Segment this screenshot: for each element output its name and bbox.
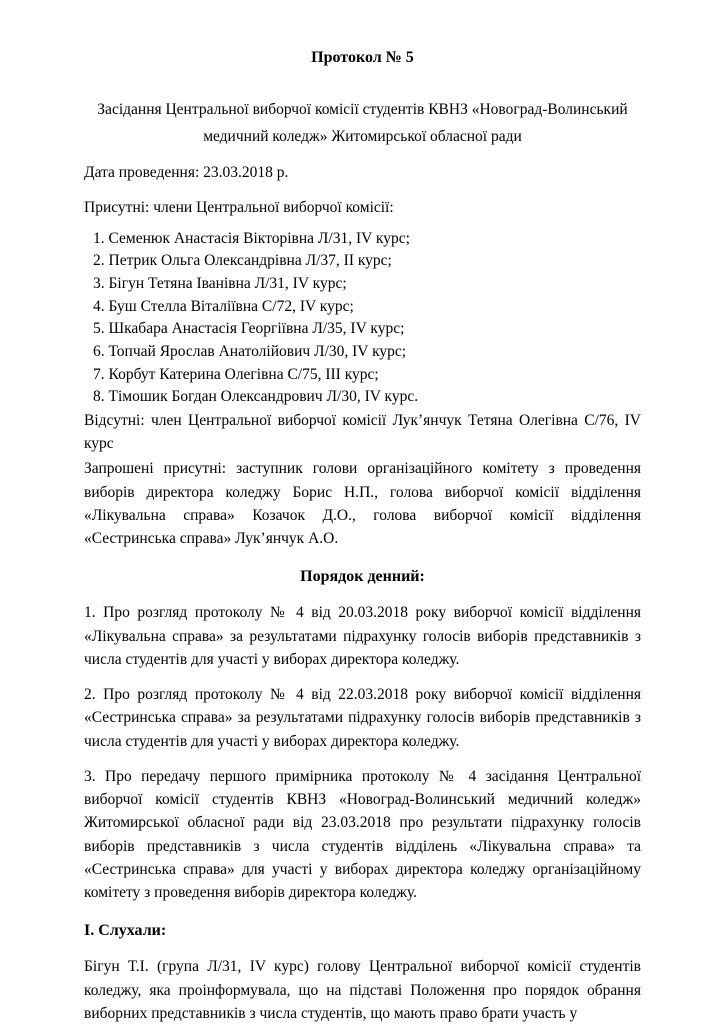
member-item: 6. Топчай Ярослав Анатолійович Л/30, IV курс;	[93, 342, 407, 360]
agenda-item: 1. Про розгляд протоколу № 4 від 20.03.2018 року виборчої комісії відділення «Лікувальна справа» за результатами підрахунку голосів виборів представників з числа студентів для участі у виборах директора коледжу.	[84, 604, 641, 668]
absent-paragraph: Відсутні: член Центральної виборчої комісії Лук’янчук Тетяна Олегівна С/76, IV курс	[84, 411, 641, 453]
date-line: Дата проведення: 23.03.2018 р.	[84, 164, 289, 182]
section-body-slukhaly: Бігун Т.І. (група Л/31, IV курс) голову Центральної виборчої комісії студентів коледжу, яка проінформувала, що на підставі Положення про порядок обрання виборних представників з числа студентів, що мають право брати участь у	[84, 958, 641, 1022]
member-item: 4. Буш Стелла Віталіївна С/72, IV курс;	[93, 297, 354, 315]
document-subtitle: Засідання Центральної виборчої комісії студентів КВНЗ «Новоград-Волинський медичний коледж» Житомирської обласної ради	[97, 101, 628, 145]
agenda-item: 3. Про передачу першого примірника протоколу № 4 засідання Центральної виборчої комісії студентів КВНЗ «Новоград-Волинський медичний коледж» Житомирської обласної ради від 23.03.2018 про результати підрахунку голосів виборів представників з числа студентів відділень «Лікувальна справа» та «Сестринська справа» для участі у виборах директора коледжу організаційному комітету з проведення виборів директора коледжу.	[84, 767, 641, 902]
document-title: Протокол № 5	[311, 49, 414, 66]
invited-paragraph: Запрошені присутні: заступник голови організаційного комітету з проведення виборів директора коледжу Борис Н.П., голова виборчої комісії відділення «Лікувальна справа» Козачок Д.О., голова виборчої комісії відділення «Сестринська справа» Лук’янчук А.О.	[84, 460, 641, 548]
present-heading: Присутні: члени Центральної виборчої комісії:	[84, 198, 394, 216]
member-item: 7. Корбут Катерина Олегівна С/75, III курс;	[93, 365, 379, 383]
member-item: 2. Петрик Ольга Олександрівна Л/37, II курс;	[93, 252, 392, 270]
agenda-heading: Порядок денний:	[300, 568, 425, 586]
member-item: 3. Бігун Тетяна Іванівна Л/31, IV курс;	[93, 275, 347, 293]
member-item: 8. Тімошик Богдан Олександрович Л/30, IV курс.	[93, 388, 419, 406]
member-item: 1. Семенюк Анастасія Вікторівна Л/31, IV курс;	[93, 229, 410, 247]
member-item: 5. Шкабара Анастасія Георгіївна Л/35, IV курс;	[93, 320, 405, 338]
members-list	[84, 228, 641, 409]
section-heading-slukhaly: I. Слухали:	[84, 922, 167, 940]
agenda-item: 2. Про розгляд протоколу № 4 від 22.03.2018 року виборчої комісії відділення «Сестринська справа» за результатами підрахунку голосів виборів представників з числа студентів для участі у виборах директора коледжу.	[84, 686, 641, 750]
